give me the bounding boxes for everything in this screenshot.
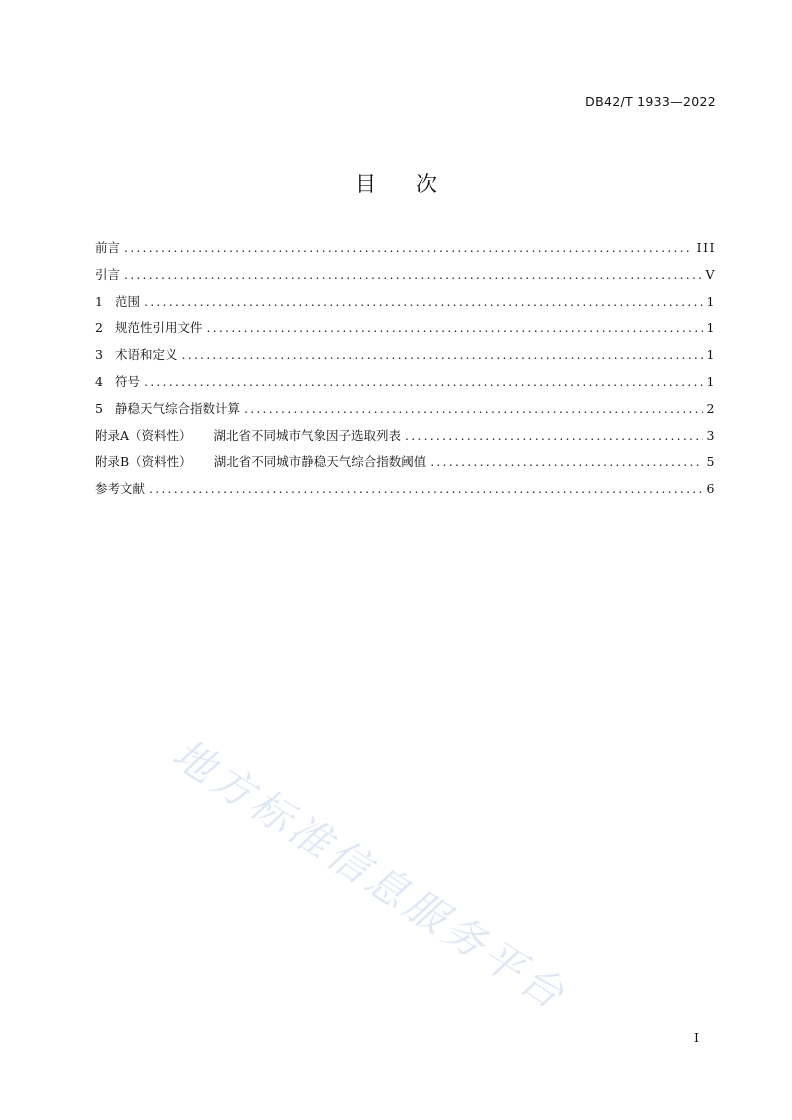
toc-entry-number: 5	[95, 400, 103, 416]
toc-entry-number: 1	[95, 293, 103, 309]
toc-dot-leader	[207, 320, 703, 335]
toc-entry-foreword[interactable]	[95, 238, 716, 265]
toc-entry-terms-definitions[interactable]	[95, 345, 716, 372]
toc-entry-page: III	[696, 240, 716, 255]
toc-dot-leader	[182, 347, 703, 362]
toc-entry-page: 1	[706, 347, 716, 363]
toc-entry-page: 1	[706, 320, 716, 336]
toc-entry-label: 引言	[95, 266, 121, 282]
watermark-text: 地方标准信息服务平台	[163, 729, 576, 1021]
toc-entry-calculation[interactable]	[95, 399, 716, 426]
toc-entry-number: 2	[95, 320, 103, 336]
toc-entry-appendix-a[interactable]	[95, 426, 716, 453]
appendix-b-title: 湖北省不同城市静稳天气综合指数阈值	[213, 454, 427, 470]
toc-title	[0, 168, 792, 198]
toc-dot-leader	[144, 294, 703, 309]
toc-title-char-1: 目	[355, 172, 376, 196]
toc-entry-page: 6	[706, 481, 716, 497]
toc-dot-leader	[124, 240, 693, 255]
toc-entry-label	[95, 452, 426, 470]
toc-entry-scope[interactable]	[95, 292, 716, 319]
toc-dot-leader	[144, 374, 703, 389]
toc-dot-leader	[124, 267, 701, 282]
toc-entry-introduction[interactable]	[95, 265, 716, 292]
toc-entry-label: 规范性引用文件	[115, 320, 203, 336]
toc-dot-leader	[405, 428, 703, 443]
toc-entry-page: 1	[706, 373, 716, 389]
toc-entry-bibliography[interactable]	[95, 479, 716, 506]
toc-entry-number: 4	[95, 373, 103, 389]
toc-entry-symbols[interactable]	[95, 372, 716, 399]
appendix-a-prefix: 附录A（资料性）	[95, 427, 192, 443]
toc-entry-page: V	[705, 266, 716, 282]
toc-entry-label: 静稳天气综合指数计算	[115, 400, 241, 416]
toc-entry-page: 3	[706, 427, 716, 443]
appendix-b-prefix: 附录B（资料性）	[95, 454, 192, 470]
toc-entry-label: 参考文献	[95, 481, 146, 497]
toc-entry-label	[95, 426, 401, 444]
toc-entry-page: 1	[706, 293, 716, 309]
standard-code: DB42/T 1933—2022	[585, 94, 716, 109]
toc-entry-page: 2	[706, 400, 716, 416]
toc-entry-label: 前言	[95, 240, 121, 255]
table-of-contents	[95, 238, 716, 506]
toc-dot-leader	[244, 401, 703, 416]
toc-title-char-2: 次	[416, 172, 437, 196]
toc-entry-label: 术语和定义	[115, 347, 178, 363]
toc-dot-leader	[430, 454, 702, 469]
toc-entry-label: 符号	[115, 373, 141, 389]
toc-entry-appendix-b[interactable]	[95, 452, 716, 479]
appendix-a-title: 湖北省不同城市气象因子选取列表	[213, 427, 402, 443]
toc-entry-label: 范围	[115, 293, 141, 309]
toc-dot-leader	[149, 481, 703, 496]
toc-entry-page: 5	[706, 454, 716, 470]
toc-entry-normative-references[interactable]	[95, 318, 716, 345]
toc-entry-number: 3	[95, 347, 103, 363]
page-number: I	[694, 1030, 699, 1045]
